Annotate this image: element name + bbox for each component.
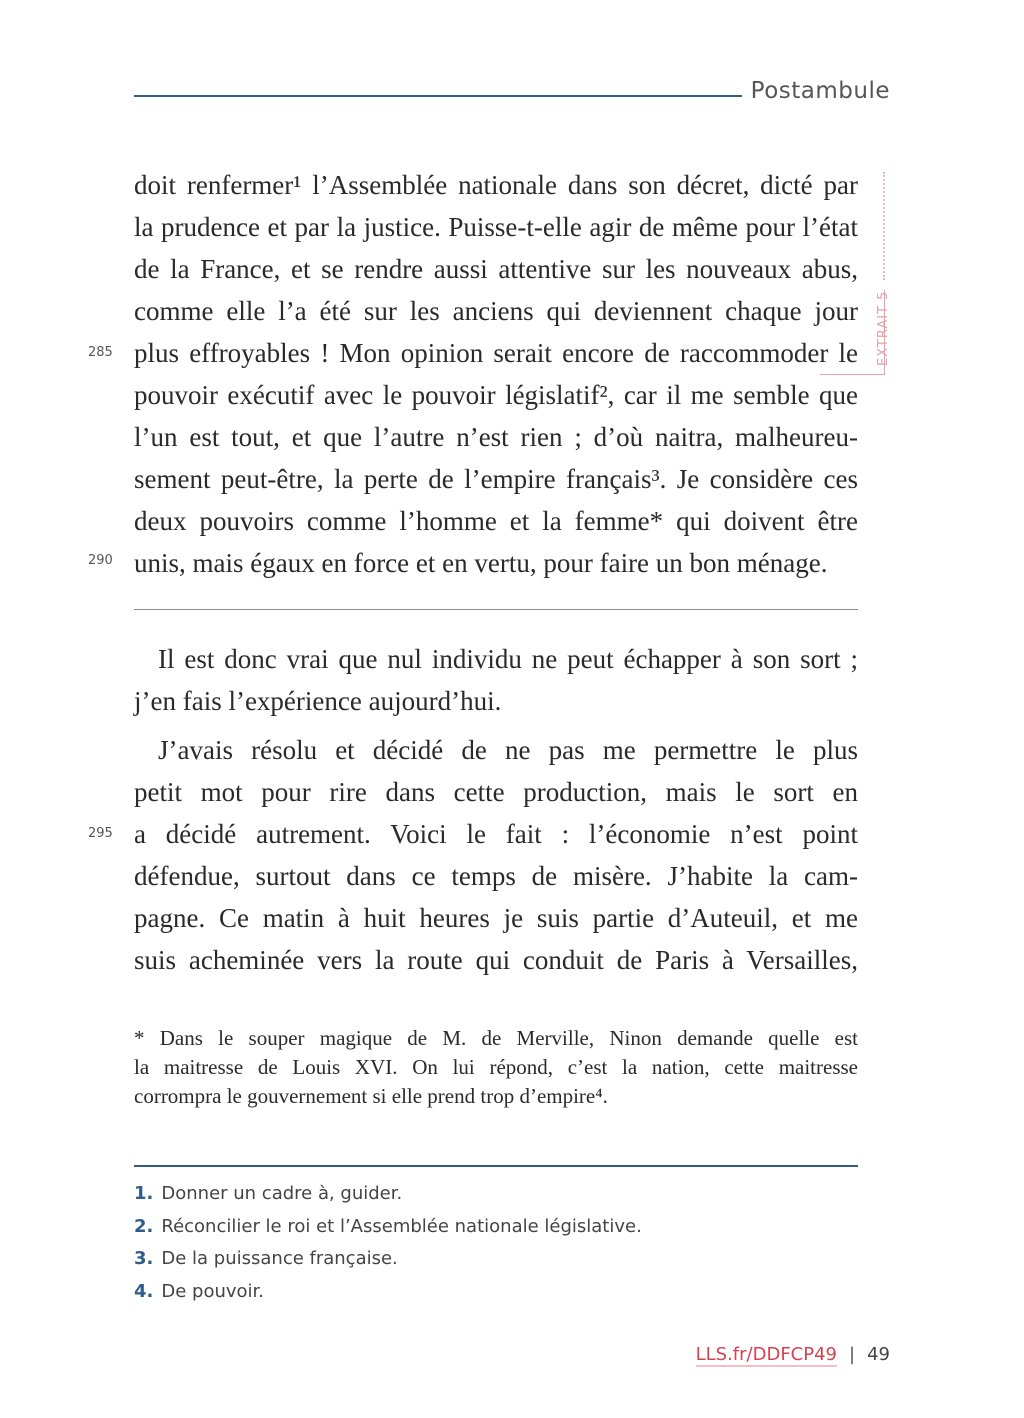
footnote-line: * Dans le souper magique de M. de Merville, Ninon demande quelle est [134, 1026, 858, 1050]
note-number: 3. [134, 1248, 154, 1269]
text-line: a décidé autrement. Voici le fait : l’économie n’est point [134, 819, 858, 849]
text-line: suis acheminée vers la route qui conduit de Paris à Versailles, [134, 945, 858, 975]
text-line: Il est donc vrai que nul individu ne peut échapper à son sort ; [158, 644, 858, 674]
text-line: défendue, surtout dans ce temps de misère. J’habite la cam- [134, 861, 858, 891]
author-footnote [134, 1024, 858, 1111]
note-text: Donner un cadre à, guider. [161, 1183, 403, 1204]
line-number-290: 290 [88, 553, 113, 568]
paragraph-3 [134, 729, 858, 981]
line-number-285: 285 [88, 345, 113, 360]
note-item [134, 1245, 642, 1278]
text-line: sement peut-être, la perte de l’empire français³. Je considère ces [134, 464, 858, 494]
text-line: la prudence et par la justice. Puisse-t-elle agir de même pour l’état [134, 212, 858, 242]
paragraph-2 [134, 638, 858, 722]
text-line: de la France, et se rendre aussi attentive sur les nouveaux abus, [134, 254, 858, 284]
footer-separator: | [849, 1344, 856, 1365]
notes-rule [134, 1165, 858, 1167]
footnote-line: corrompra le gouvernement si elle prend trop d’empire⁴. [134, 1084, 608, 1108]
note-number: 4. [134, 1280, 154, 1302]
side-tab-dots [883, 172, 885, 280]
note-text: De pouvoir. [161, 1280, 265, 1302]
note-number: 1. [134, 1183, 154, 1204]
text-line: doit renfermer¹ l’Assemblée nationale dans son décret, dicté par [134, 170, 858, 200]
notes-list [134, 1180, 642, 1310]
line-number-295: 295 [88, 826, 113, 841]
text-line: j’en fais l’expérience aujourd’hui. [134, 686, 502, 716]
note-number: 2. [134, 1215, 154, 1237]
text-line: pouvoir exécutif avec le pouvoir législatif², car il me semble que [134, 380, 858, 410]
note-item [134, 1180, 642, 1213]
text-line: comme elle l’a été sur les anciens qui deviennent chaque jour [134, 296, 858, 326]
note-item [134, 1213, 642, 1246]
header-rule [134, 95, 742, 97]
page-footer [696, 1344, 890, 1365]
note-item [134, 1278, 642, 1311]
text-line: pagne. Ce matin à huit heures je suis partie d’Auteuil, et me [134, 903, 858, 933]
note-text: De la puissance française. [161, 1248, 398, 1269]
resource-link[interactable]: LLS.fr/DDFCP49 [695, 1344, 838, 1365]
text-line: l’un est tout, et que l’autre n’est rien ; d’où naitra, malheureu- [134, 422, 858, 452]
side-tab-label: EXTRAIT 5 [876, 290, 891, 366]
note-text: Réconcilier le roi et l’Assemblée nationale législative. [161, 1215, 642, 1237]
text-line: petit mot pour rire dans cette production, mais le sort en [134, 777, 858, 807]
running-head: Postambule [750, 78, 890, 104]
section-divider [134, 609, 858, 610]
page-number: 49 [867, 1344, 890, 1365]
text-line: plus effroyables ! Mon opinion serait encore de raccommoder le [134, 338, 858, 368]
footnote-line: la maitresse de Louis XVI. On lui répond, c’est la nation, cette maitresse [134, 1055, 858, 1079]
paragraph-1 [134, 164, 858, 584]
text-line: deux pouvoirs comme l’homme et la femme* qui doivent être [134, 506, 858, 536]
text-line: J’avais résolu et décidé de ne pas me permettre le plus [158, 735, 858, 765]
text-line: unis, mais égaux en force et en vertu, pour faire un bon ménage. [134, 548, 828, 578]
